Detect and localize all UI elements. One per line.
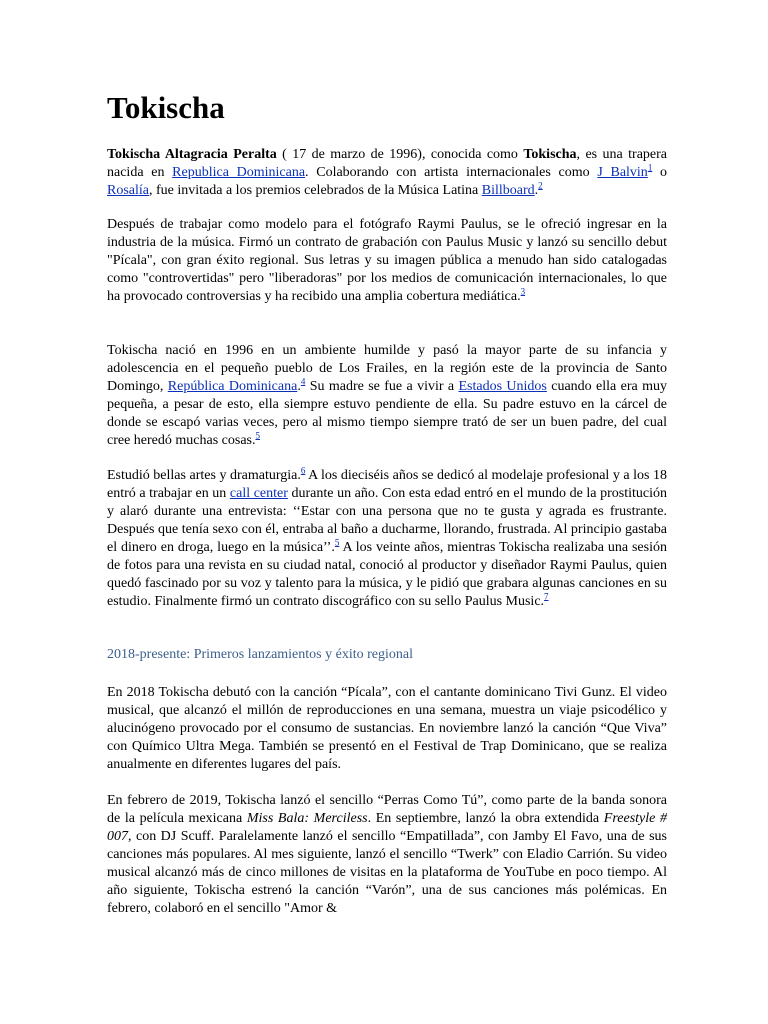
text: Su madre se fue a vivir a <box>305 379 459 394</box>
text: , es una trapera nacida en <box>107 147 668 180</box>
text: A los veinte años, mientras Tokischa realizaba una sesión de fotos para una revista en su ciudad natal, conoció al productor y diseñador Raymi Paulus, quien quedó fascinado por su voz y talento para la música, y le pidió que grabara algunas canciones en su estudio. Finalmente firmó un contrato discográfico con su sello Paulus Music. <box>107 540 667 609</box>
text: . Colaborando con artista internacionales como <box>305 165 598 180</box>
reference-7[interactable]: 7 <box>544 591 549 602</box>
reference-5b[interactable]: 5 <box>334 537 340 548</box>
link-call-center[interactable]: call center <box>229 486 288 501</box>
career-paragraph <box>107 216 667 306</box>
link-republica-dominicana-2[interactable]: República Dominicana <box>167 379 298 394</box>
reference-1[interactable]: 1 <box>647 162 653 173</box>
link-estados-unidos[interactable]: Estados Unidos <box>458 379 547 394</box>
releases-paragraph <box>107 792 667 918</box>
link-billboard[interactable]: Billboard <box>481 183 535 198</box>
text: En 2018 Tokischa debutó con la canción “Pícala”, con el cantante dominicano Tivi Gunz. El video musical, que alcanzó el millón de reproducciones en una semana, muestra un viaje psicodélico y alucinógeno provocado por el consumo de sustancias. En noviembre lanzó la canción “Que Viva” con Químico Ultra Mega. También se presentó en el Festival de Trap Dominicano, que se realiza anualmente en diferentes lugares del país. <box>107 685 667 772</box>
reference-6[interactable]: 6 <box>300 465 306 476</box>
text: , fue invitada a los premios celebrados de la Música Latina <box>149 183 482 198</box>
reference-4[interactable]: 4 <box>300 376 306 387</box>
text: Tokischa nació en 1996 en un ambiente humilde y pasó la mayor parte de su infancia y adolescencia en el pequeño pueblo de Los Frailes, en la región este de la provincia de Santo Domingo, <box>107 343 667 394</box>
text: . <box>534 183 539 198</box>
text: durante un año. Con esta edad entró en el mundo de la prostitución y alaró durante una entrevista: ‘‘Estar con una persona que no te gusta y agrada es frustrante. Después que tenía sexo con él, entraba al baño a ducharme, llorando, frustrada. Al principio gastaba el dinero en droga, luego en la música’’. <box>107 486 667 555</box>
text: En febrero de 2019, Tokischa lanzó el sencillo “Perras Como Tú”, como parte de la banda sonora de la película mexicana <box>107 793 667 826</box>
debut-paragraph <box>107 684 667 774</box>
link-j-balvin[interactable]: J Balvin <box>597 165 648 180</box>
ep-title: Freestyle # 007 <box>107 811 667 844</box>
film-title: Miss Bala: Merciless <box>246 811 368 826</box>
link-rosalia[interactable]: Rosalía <box>107 183 149 198</box>
early-life-paragraph <box>107 342 667 450</box>
text: ( 17 de marzo de 1996), conocida como <box>276 147 524 162</box>
text: . <box>297 379 301 394</box>
text: , con DJ Scuff. Paralelamente lanzó el sencillo “Empatillada”, con Jamby El Favo, una de sus canciones más populares. Al mes siguiente, lanzó el sencillo “Twerk” con Eladio Carrión. Su video musical alcanzó más de cinco millones de visitas en la plataforma de YouTube en poco tiempo. Al año siguiente, Tokischa estrenó la canción “Varón”, una de sus canciones más polémicas. En febrero, colaboró en el sencillo "Amor & <box>107 829 667 916</box>
reference-5[interactable]: 5 <box>255 430 260 441</box>
reference-2[interactable]: 2 <box>538 180 543 191</box>
page-title: Tokischa <box>107 90 225 125</box>
link-republica-dominicana[interactable]: Republica Dominicana <box>172 165 306 180</box>
reference-3[interactable]: 3 <box>520 286 526 297</box>
text: cuando ella era muy pequeña, a pesar de esto, ella siempre estuvo pendiente de ella. Su padre estuvo en la cárcel de donde se escapó varias veces, pero al mismo tiempo siempre trató de ser un buen padre, del cual cree heredó muchas cosas. <box>107 379 667 448</box>
text: Después de trabajar como modelo para el fotógrafo Raymi Paulus, se le ofreció ingresar en la industria de la música. Firmó un contrato de grabación con Paulus Music y lanzó su sencillo debut "Pícala", con gran éxito regional. Sus letras y su imagen pública a menudo han sido catalogadas como "controvertidas" pero "liberadoras" por los medios de comunicación internacionales, lo que ha provocado controversias y ha recibido una amplia cobertura mediática. <box>107 217 667 304</box>
section-heading: 2018-presente: Primeros lanzamientos y éxito regional <box>107 647 413 662</box>
text: . En septiembre, lanzó la obra extendida <box>367 811 604 826</box>
full-name: Tokischa Altagracia Peralta <box>107 147 277 162</box>
education-paragraph <box>107 467 667 611</box>
text: A los dieciséis años se dedicó al modelaje profesional y a los 18 entró a trabajar en un <box>107 468 667 501</box>
nickname: Tokischa <box>523 147 577 162</box>
text: Estudió bellas artes y dramaturgia. <box>107 468 301 483</box>
text: o <box>652 165 668 180</box>
intro-paragraph <box>107 146 667 200</box>
